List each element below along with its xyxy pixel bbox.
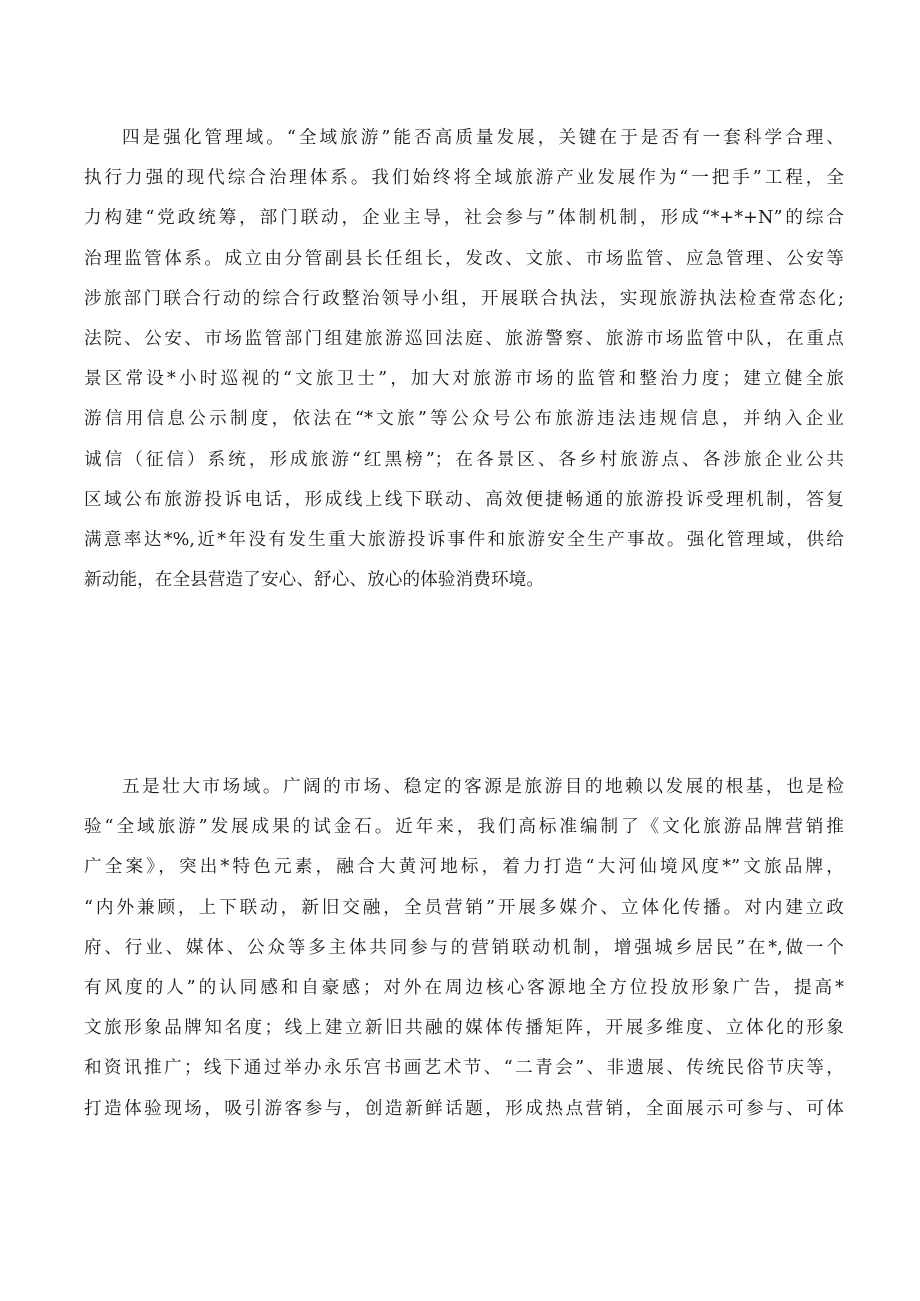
text-line: 治理监管体系。成立由分管副县长任组长，发改、文旅、市场监管、应急管理、公安等 [84, 248, 844, 269]
text-line: 有风度的人”的认同感和自豪感；对外在周边核心客源地全方位投放形象广告，提高* [84, 977, 844, 998]
text-line: 执行力强的现代综合治理体系。我们始终将全域旅游产业发展作为“一把手”工程，全 [84, 168, 844, 189]
text-line: 府、行业、媒体、公众等多主体共同参与的营销联动机制，增强城乡居民”在*,做一个 [84, 937, 844, 958]
text-line: 验“全域旅游”发展成果的试金石。近年来，我们高标准编制了《文化旅游品牌营销推 [84, 817, 844, 838]
text-line: 五是壮大市场域。广阔的市场、稳定的客源是旅游目的地赖以发展的根基，也是检 [122, 777, 844, 797]
text-line: 法院、公安、市场监管部门组建旅游巡回法庭、旅游警察、旅游市场监管中队，在重点 [84, 328, 844, 349]
text-line: 文旅形象品牌知名度；线上建立新旧共融的媒体传播矩阵，开展多维度、立体化的形象 [84, 1018, 844, 1039]
text-line: 诚信（征信）系统，形成旅游“红黑榜”；在各景区、各乡村旅游点、各涉旅企业公共 [84, 449, 844, 470]
text-line: 景区常设*小时巡视的“文旅卫士”，加大对旅游市场的监管和整治力度；建立健全旅 [84, 369, 844, 390]
text-line: 新动能，在全县营造了安心、舒心、放心的体验消费环境。 [84, 570, 545, 591]
text-line: 和资讯推广；线下通过举办永乐宫书画艺术节、“二青会”、非遗展、传统民俗节庆等， [84, 1058, 844, 1079]
text-line: 区域公布旅游投诉电话，形成线上线下联动、高效便捷畅通的旅游投诉受理机制，答复 [84, 489, 844, 510]
text-line: 四是强化管理域。“全域旅游”能否高质量发展，关键在于是否有一套科学合理、 [122, 128, 844, 148]
text-line: 满意率达*%,近*年没有发生重大旅游投诉事件和旅游安全生产事故。强化管理域，供给 [84, 529, 844, 550]
text-line: “内外兼顾，上下联动，新旧交融，全员营销”开展多媒介、立体化传播。对内建立政 [84, 897, 844, 918]
text-line: 打造体验现场，吸引游客参与，创造新鲜话题，形成热点营销，全面展示可参与、可体 [84, 1098, 844, 1119]
text-line: 游信用信息公示制度，依法在“*文旅”等公众号公布旅游违法违规信息，并纳入企业 [84, 409, 844, 430]
text-line: 广全案》，突出*特色元素，融合大黄河地标，着力打造“大河仙境风度*”文旅品牌， [84, 857, 844, 878]
text-line: 力构建“党政统筹，部门联动，企业主导，社会参与”体制机制，形成“*+*+N”的综合 [84, 208, 844, 229]
text-line: 涉旅部门联合行动的综合行政整治领导小组，开展联合执法，实现旅游执法检查常态化; [84, 288, 844, 309]
paragraph-market-domain [84, 767, 844, 1129]
paragraph-management-domain [84, 118, 844, 600]
